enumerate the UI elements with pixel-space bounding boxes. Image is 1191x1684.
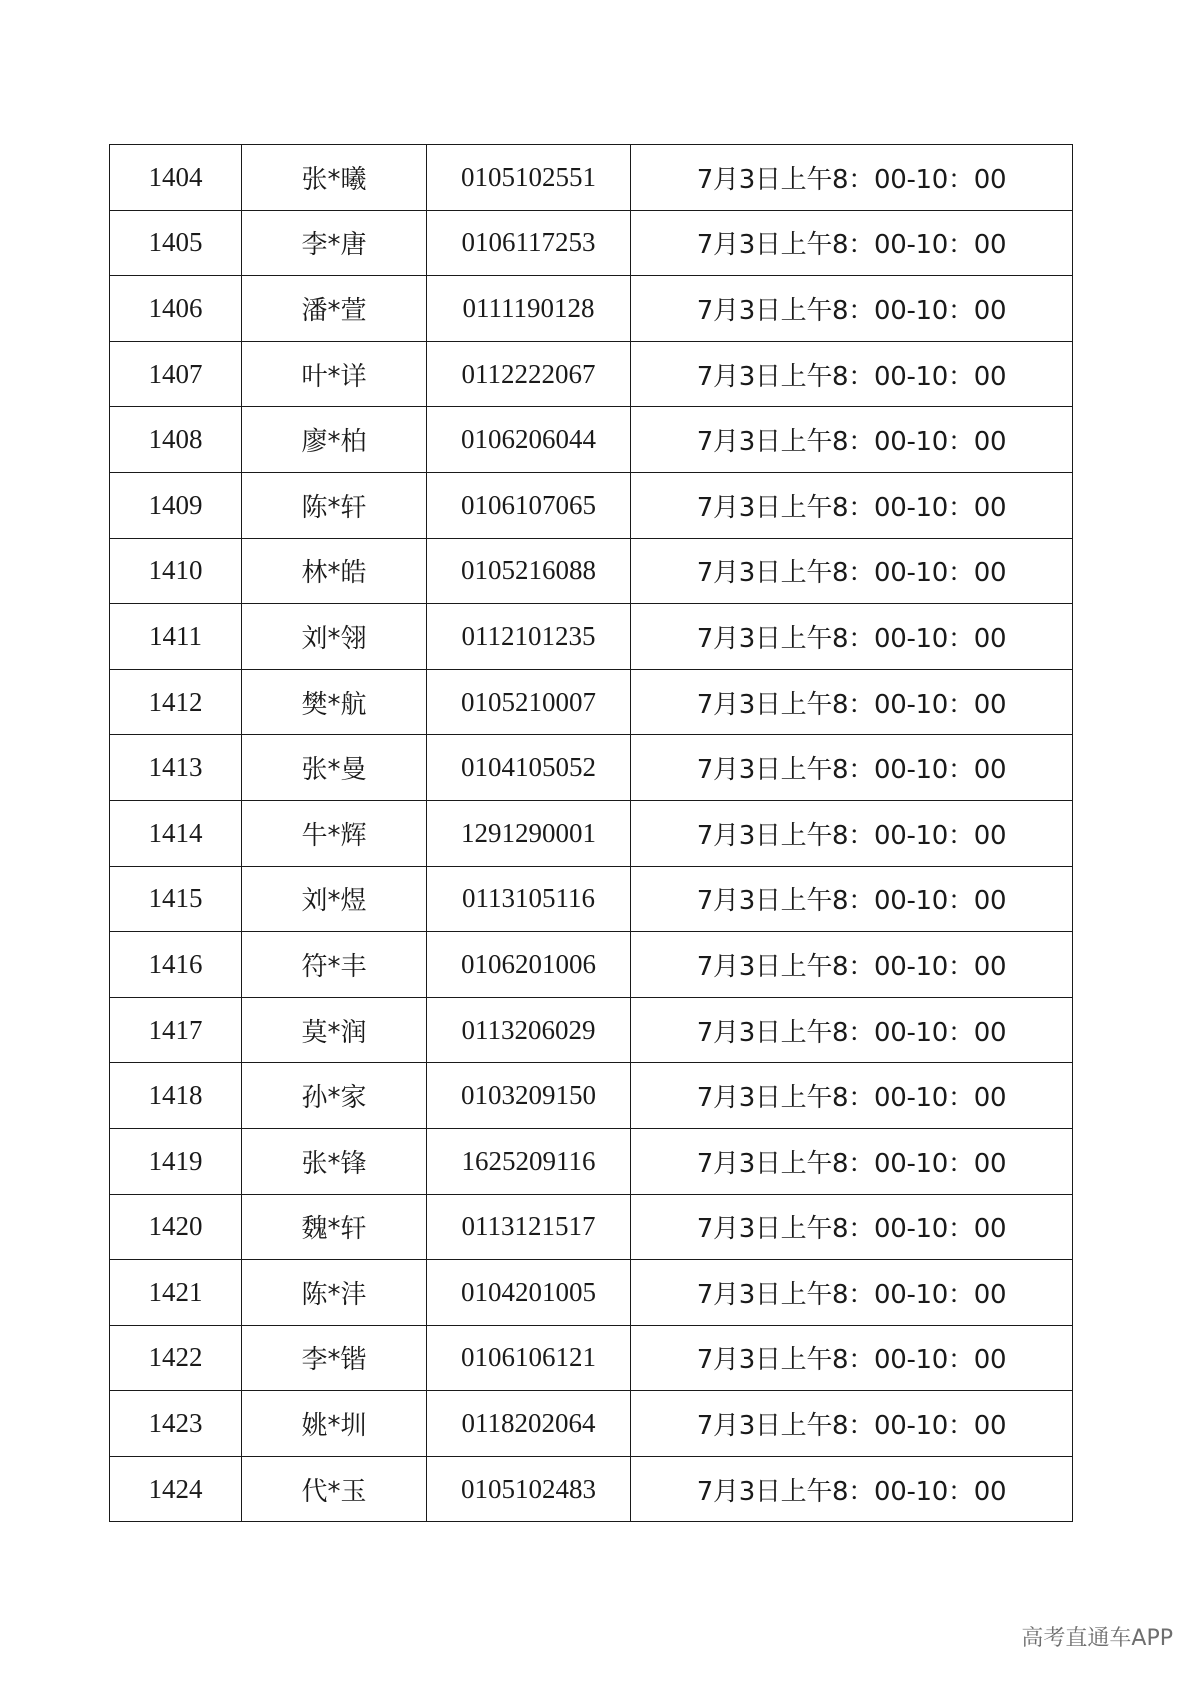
candidate-id-cell: 0104201005 <box>427 1260 631 1326</box>
time-slot-cell: 7月3日上午8：00-10：00 <box>631 276 1073 342</box>
name-cell: 陈*轩 <box>242 472 427 538</box>
time-slot-cell: 7月3日上午8：00-10：00 <box>631 866 1073 932</box>
time-slot-cell: 7月3日上午8：00-10：00 <box>631 1063 1073 1129</box>
time-slot-cell: 7月3日上午8：00-10：00 <box>631 604 1073 670</box>
name-cell: 张*曼 <box>242 735 427 801</box>
table-row <box>110 1260 1073 1326</box>
roster-table <box>109 144 1073 1522</box>
name-cell: 张*锋 <box>242 1128 427 1194</box>
table-row <box>110 669 1073 735</box>
candidate-id-cell: 0104105052 <box>427 735 631 801</box>
row-number-cell: 1417 <box>110 997 242 1063</box>
row-number-cell: 1410 <box>110 538 242 604</box>
name-cell: 潘*萱 <box>242 276 427 342</box>
table-row <box>110 1325 1073 1391</box>
name-cell: 李*唐 <box>242 210 427 276</box>
row-number-cell: 1424 <box>110 1456 242 1522</box>
name-cell: 代*玉 <box>242 1456 427 1522</box>
table-row <box>110 210 1073 276</box>
table-row <box>110 1391 1073 1457</box>
table-row <box>110 997 1073 1063</box>
candidate-id-cell: 0105102551 <box>427 145 631 211</box>
row-number-cell: 1405 <box>110 210 242 276</box>
name-cell: 李*锴 <box>242 1325 427 1391</box>
row-number-cell: 1414 <box>110 800 242 866</box>
name-cell: 叶*详 <box>242 341 427 407</box>
candidate-id-cell: 1291290001 <box>427 800 631 866</box>
table-row <box>110 932 1073 998</box>
candidate-id-cell: 0105102483 <box>427 1456 631 1522</box>
name-cell: 孙*家 <box>242 1063 427 1129</box>
row-number-cell: 1420 <box>110 1194 242 1260</box>
time-slot-cell: 7月3日上午8：00-10：00 <box>631 341 1073 407</box>
time-slot-cell: 7月3日上午8：00-10：00 <box>631 1260 1073 1326</box>
table-row <box>110 735 1073 801</box>
name-cell: 张*曦 <box>242 145 427 211</box>
row-number-cell: 1423 <box>110 1391 242 1457</box>
row-number-cell: 1413 <box>110 735 242 801</box>
table-row <box>110 1128 1073 1194</box>
row-number-cell: 1407 <box>110 341 242 407</box>
candidate-id-cell: 0113105116 <box>427 866 631 932</box>
table-row <box>110 1456 1073 1522</box>
time-slot-cell: 7月3日上午8：00-10：00 <box>631 1325 1073 1391</box>
time-slot-cell: 7月3日上午8：00-10：00 <box>631 1456 1073 1522</box>
row-number-cell: 1406 <box>110 276 242 342</box>
name-cell: 陈*沣 <box>242 1260 427 1326</box>
row-number-cell: 1415 <box>110 866 242 932</box>
row-number-cell: 1404 <box>110 145 242 211</box>
table-row <box>110 800 1073 866</box>
name-cell: 莫*润 <box>242 997 427 1063</box>
name-cell: 刘*煜 <box>242 866 427 932</box>
candidate-id-cell: 0118202064 <box>427 1391 631 1457</box>
time-slot-cell: 7月3日上午8：00-10：00 <box>631 407 1073 473</box>
row-number-cell: 1408 <box>110 407 242 473</box>
candidate-id-cell: 0112101235 <box>427 604 631 670</box>
candidate-id-cell: 0103209150 <box>427 1063 631 1129</box>
candidate-id-cell: 0113206029 <box>427 997 631 1063</box>
row-number-cell: 1416 <box>110 932 242 998</box>
time-slot-cell: 7月3日上午8：00-10：00 <box>631 1194 1073 1260</box>
time-slot-cell: 7月3日上午8：00-10：00 <box>631 145 1073 211</box>
candidate-id-cell: 0112222067 <box>427 341 631 407</box>
name-cell: 魏*轩 <box>242 1194 427 1260</box>
name-cell: 廖*柏 <box>242 407 427 473</box>
row-number-cell: 1421 <box>110 1260 242 1326</box>
table-row <box>110 341 1073 407</box>
candidate-id-cell: 0105216088 <box>427 538 631 604</box>
name-cell: 姚*圳 <box>242 1391 427 1457</box>
candidate-id-cell: 0106201006 <box>427 932 631 998</box>
table-row <box>110 1194 1073 1260</box>
row-number-cell: 1422 <box>110 1325 242 1391</box>
table-row <box>110 276 1073 342</box>
watermark-text: 高考直通车APP <box>1021 1626 1173 1651</box>
name-cell: 符*丰 <box>242 932 427 998</box>
roster-table-body <box>110 145 1073 1522</box>
name-cell: 牛*辉 <box>242 800 427 866</box>
table-row <box>110 866 1073 932</box>
row-number-cell: 1409 <box>110 472 242 538</box>
table-row <box>110 145 1073 211</box>
time-slot-cell: 7月3日上午8：00-10：00 <box>631 735 1073 801</box>
time-slot-cell: 7月3日上午8：00-10：00 <box>631 800 1073 866</box>
row-number-cell: 1412 <box>110 669 242 735</box>
candidate-id-cell: 0106117253 <box>427 210 631 276</box>
table-row <box>110 1063 1073 1129</box>
time-slot-cell: 7月3日上午8：00-10：00 <box>631 997 1073 1063</box>
candidate-id-cell: 0106206044 <box>427 407 631 473</box>
time-slot-cell: 7月3日上午8：00-10：00 <box>631 472 1073 538</box>
candidate-id-cell: 0111190128 <box>427 276 631 342</box>
candidate-id-cell: 0105210007 <box>427 669 631 735</box>
name-cell: 林*皓 <box>242 538 427 604</box>
row-number-cell: 1419 <box>110 1128 242 1194</box>
time-slot-cell: 7月3日上午8：00-10：00 <box>631 538 1073 604</box>
time-slot-cell: 7月3日上午8：00-10：00 <box>631 669 1073 735</box>
table-row <box>110 407 1073 473</box>
candidate-id-cell: 1625209116 <box>427 1128 631 1194</box>
name-cell: 樊*航 <box>242 669 427 735</box>
candidate-id-cell: 0113121517 <box>427 1194 631 1260</box>
time-slot-cell: 7月3日上午8：00-10：00 <box>631 210 1073 276</box>
time-slot-cell: 7月3日上午8：00-10：00 <box>631 932 1073 998</box>
candidate-id-cell: 0106107065 <box>427 472 631 538</box>
time-slot-cell: 7月3日上午8：00-10：00 <box>631 1128 1073 1194</box>
table-row <box>110 604 1073 670</box>
table-row <box>110 538 1073 604</box>
time-slot-cell: 7月3日上午8：00-10：00 <box>631 1391 1073 1457</box>
table-row <box>110 472 1073 538</box>
row-number-cell: 1418 <box>110 1063 242 1129</box>
row-number-cell: 1411 <box>110 604 242 670</box>
candidate-id-cell: 0106106121 <box>427 1325 631 1391</box>
name-cell: 刘*翎 <box>242 604 427 670</box>
